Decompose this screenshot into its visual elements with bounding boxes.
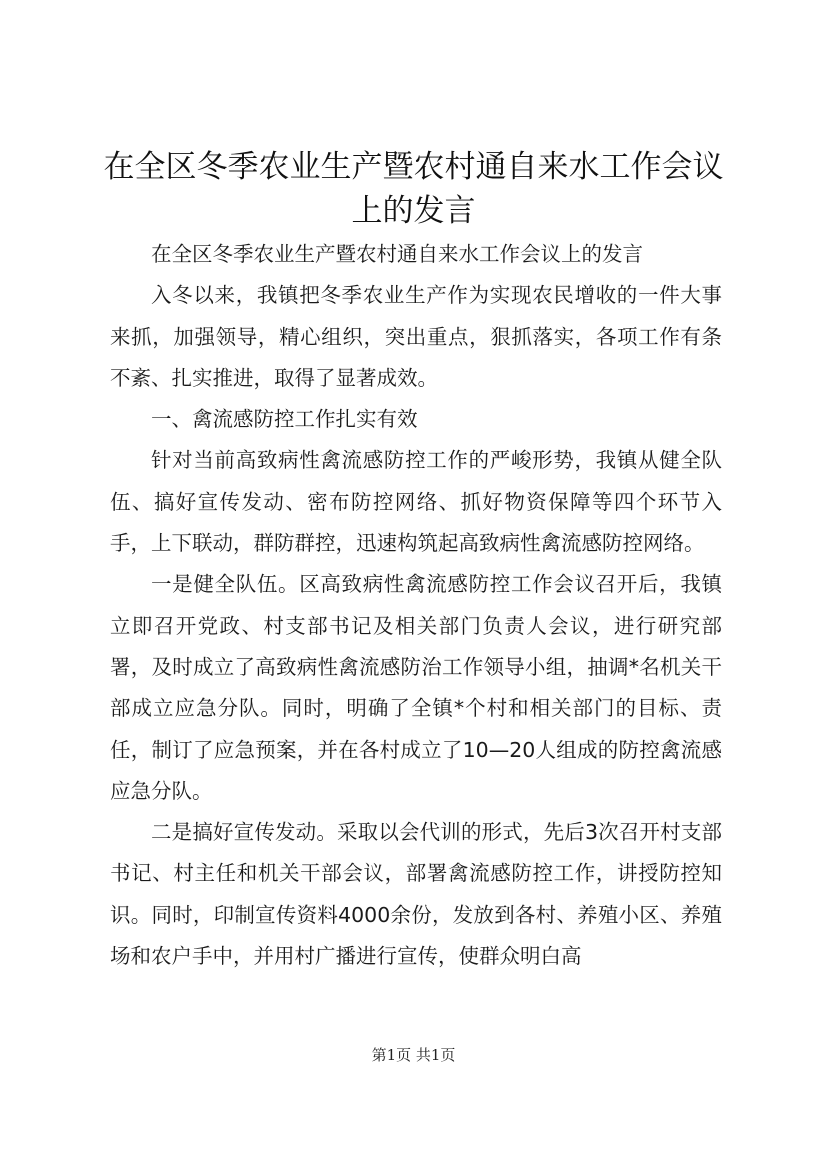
paragraph-intro: 入冬以来，我镇把冬季农业生产作为实现农民增收的一件大事来抓，加强领导，精心组织，突出重点，狠抓落实，各项工作有条不紊、扎实推进，取得了显著成效。 (110, 283, 722, 390)
title-line-2: 上的发言 (351, 193, 476, 229)
paragraph-publicity: 二是搞好宣传发动。采取以会代训的形式，先后3次召开村支部书记、村主任和机关干部会议，部署禽流感防控工作，讲授防控知识。同时，印制宣传资料4000余份，发放到各村、养殖小区、养殖场和农户手中，并用村广播进行宣传，使群众明白高 (110, 820, 722, 969)
section-heading-1: 一、禽流感防控工作扎实有效 (151, 407, 418, 432)
page-footer (0, 1044, 827, 1065)
document-title (100, 145, 727, 233)
document-body (110, 234, 722, 977)
document-subtitle: 在全区冬季农业生产暨农村通自来水工作会议上的发言 (151, 242, 643, 266)
paragraph-section-1: 针对当前高致病性禽流感防控工作的严峻形势，我镇从健全队伍、搞好宣传发动、密布防控网络、抓好物资保障等四个环节入手，上下联动，群防群控，迅速构筑起高致病性禽流感防控网络。 (110, 448, 722, 556)
paragraph-team: 一是健全队伍。区高致病性禽流感防控工作会议召开后，我镇立即召开党政、村支部书记及相关部门负责人会议，进行研究部署，及时成立了高致病性禽流感防治工作领导小组，抽调*名机关干部成立应急分队。同时，明确了全镇*个村和相关部门的目标、责任，制订了应急预案，并在各村成立了10—20人组成的防控禽流感应急分队。 (110, 572, 722, 803)
title-line-1: 在全区冬季农业生产暨农村通自来水工作会议 (103, 149, 724, 185)
page-number-label: 第1页 共1页 (371, 1046, 456, 1064)
